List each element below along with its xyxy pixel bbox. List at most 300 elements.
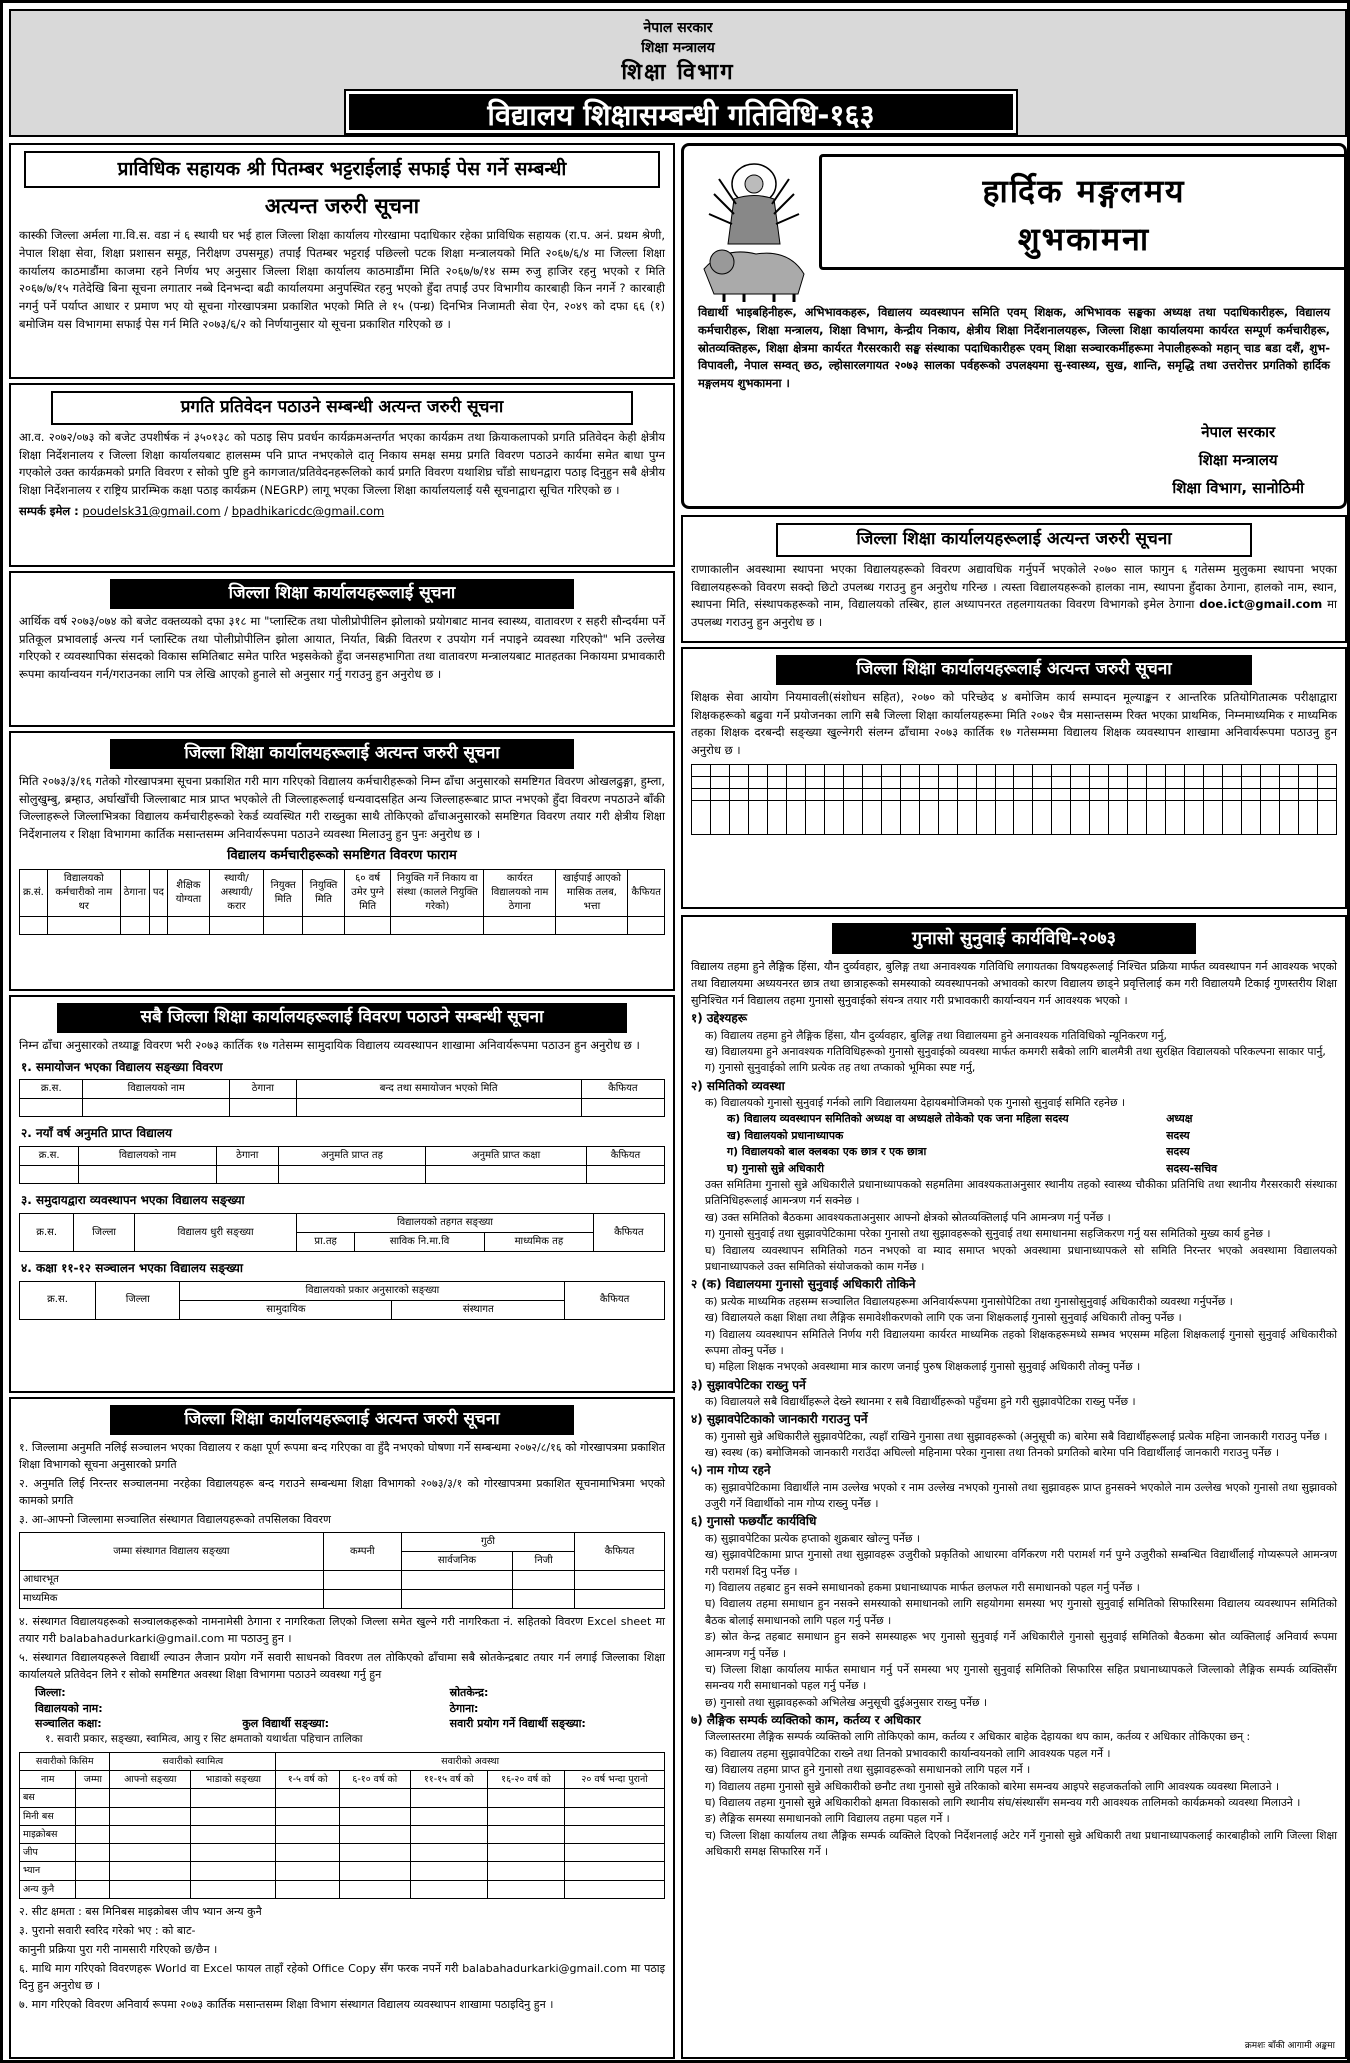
- table-cell: [1204, 801, 1223, 835]
- table-cell: [191, 1862, 276, 1880]
- notice-school-stats: [9, 995, 675, 1393]
- table-row: [20, 1590, 665, 1609]
- row-label: भ्यान: [20, 1862, 76, 1880]
- table-cell: [110, 1807, 191, 1825]
- section-item: ख) उक्त समितिको बैठकमा आवश्यकताअनुसार आफ्नो क्षेत्रको स्रोतव्यक्तिलाई पनि आमन्त्रण गर्नु पर्नेछ ।: [705, 1210, 1111, 1224]
- contact-email-1[interactable]: poudelsk31@gmail.com: [82, 504, 221, 519]
- table-cell: [191, 1789, 276, 1807]
- table-cell: [995, 777, 1014, 789]
- notice-teacher-vacancy: [681, 647, 1347, 909]
- greeting-line-2: शुभकामना: [1017, 220, 1151, 258]
- table-cell: [410, 1807, 487, 1825]
- col-subheader: भाडाको सङ्ख्या: [191, 1770, 276, 1788]
- member-position: सदस्य: [1166, 1128, 1190, 1142]
- committee-member-row: [691, 1128, 1337, 1144]
- table-cell: [1147, 765, 1166, 777]
- continued-note: क्रमशः बाँकी आगामी अङ्कमा: [1244, 2041, 1335, 2052]
- form-label-school-name: विद्यालयको नाम:: [35, 1701, 103, 1715]
- table-cell: [805, 765, 824, 777]
- section-item: ख) विद्यालयले कक्षा शिक्षा तथा लैङ्गिक समावेशीकरणको लागि एक जना शिक्षकलाई गुनासो सुनुवाई अधिकारी तोक्नु पर्नेछ ।: [705, 1311, 1182, 1325]
- table-1-title: १. समायोजन भएका विद्यालय सङ्ख्या विवरण: [21, 1059, 223, 1074]
- table-cell: [919, 801, 938, 835]
- table-cell: [1052, 801, 1071, 835]
- table-cell: [692, 765, 711, 777]
- col-header: कैफियत: [628, 870, 665, 917]
- table-cell: [995, 801, 1014, 835]
- masthead-title: विद्यालय शिक्षासम्बन्धी गतिविधि-१६३: [346, 91, 1016, 133]
- col-subheader: सार्वजनिक: [401, 1552, 512, 1571]
- col-header: ठेगाना: [216, 1147, 278, 1166]
- section-item: ख) विद्यालय तहमा प्राप्त हुने गुनासो तथा सुझावहरूको समाधानको लागि पहल गर्ने ।: [705, 1763, 1031, 1777]
- section-item: ग) विद्यालय तहबाट हुन सक्ने समाधानको हकमा प्रधानाध्यापक मार्फत छलफल गरी समाधानको पहल गर्नु पर्नेछ ।: [705, 1580, 1140, 1594]
- table-cell: [1128, 801, 1147, 835]
- table-header-row: [20, 1533, 665, 1552]
- table-cell: [710, 777, 729, 789]
- col-header: जिल्ला: [74, 1214, 134, 1252]
- col-subheader: ६-१० वर्ष को: [340, 1770, 411, 1788]
- table-4-title: ४. कक्षा ११-१२ सञ्चालन भएका विद्यालय सङ्ख्या: [21, 1261, 243, 1275]
- table-cell: [1014, 789, 1033, 801]
- table-cell: [1317, 789, 1336, 801]
- table-cell: [786, 801, 805, 835]
- table-cell: [710, 765, 729, 777]
- greeting-line-1: हार्दिक मङ्गलमय: [982, 172, 1186, 210]
- table-cell: [843, 777, 862, 789]
- greeting-body: विद्यार्थी भाइबहिनीहरू, अभिभावकहरू, विद्यालय व्यवस्थापन समिति एवम् शिक्षक, अभिभावक सङ्घका अध्यक्ष तथा पदाधिकारीहरू, विद्यालय कर्मचारीहरू, शिक्षा मन्त्रालय, शिक्षा विभाग, केन्द्रीय निकाय, क्षेत्रीय शिक्षा निर्देशनालयहरू, जिल्ला शिक्षा कार्यालयमा कार्यरत सम्पूर्ण कर्मचारीहरू, स्रोतव्यक्तिहरू, शिक्षा क्षेत्रमा कार्यरत गैरसरकारी सङ्घ संस्थाका पदाधिकारीहरू एवम् शिक्षा सञ्चारकर्मीहरूमा नेपालीहरूको महान् चाड बडा दशैं, शुभ-विपावली, नेपाल सम्वत् छठ, ल्होसारलगायत २०७३ सालका पर्वहरूको उपलक्ष्यमा सु-स्वास्थ्य, सुख, शान्ति, समृद्धि तथा उत्तरोत्तर प्रगतिको हार्दिक मङ्गलमय शुभकामना ।: [698, 305, 1330, 391]
- table-cell: [729, 801, 748, 835]
- list-item: कानुनी प्रक्रिया पुरा गरी नामसारी गरिएको छ/छैन ।: [19, 1943, 218, 1957]
- table-cell: [76, 1807, 110, 1825]
- section-heading: ३) सुझावपेटिका राख्नु पर्ने: [691, 1377, 806, 1392]
- table-cell: [957, 777, 976, 789]
- col-header: बन्द तथा समायोजन भएको मिति: [296, 1080, 581, 1099]
- table-cell: [1090, 801, 1109, 835]
- section-heading: २ (क) विद्यालयमा गुनासो सुनुवाई अधिकारी तोकिने: [691, 1277, 916, 1292]
- table-cell: [900, 777, 919, 789]
- table-cell: [487, 1880, 564, 1898]
- table-cell: [1223, 777, 1242, 789]
- section-item: ख) स्वस्थ (क) बमोजिमको जानकारी गराउँदा अघिल्लो महिनामा परेका गुनासा तथा तिनको प्रगतिको बारेमा पनि विद्यार्थीलाई जानकारी गराउनु पर्नेछ ।: [705, 1446, 1279, 1460]
- table-cell: [729, 777, 748, 789]
- col-header: सवारीको किसिम: [20, 1752, 110, 1770]
- table-cell: [410, 1825, 487, 1843]
- table-cell: [748, 789, 767, 801]
- col-header: विद्यालयको नाम: [83, 1080, 230, 1099]
- table-cell: [1071, 765, 1090, 777]
- table-cell: [900, 789, 919, 801]
- table-cell: [881, 789, 900, 801]
- table-cell: [976, 789, 995, 801]
- col-header: पद: [149, 870, 167, 917]
- col-header: ६० वर्ष उमेर पुग्ने मिति: [344, 870, 391, 917]
- table-cell: [1166, 789, 1185, 801]
- table-cell: [1185, 789, 1204, 801]
- table-cell: [843, 789, 862, 801]
- table-cell: [565, 1807, 665, 1825]
- col-header: विद्यालय धुरी सङ्ख्या: [134, 1214, 297, 1252]
- table-cell: [1014, 801, 1033, 835]
- table-cell: [340, 1880, 411, 1898]
- list-item: ३. आ-आफ्नो जिल्लामा सञ्चालित संस्थागत विद्यालयहरूको तपसिलका विवरण: [19, 1512, 331, 1526]
- table-cell: [340, 1807, 411, 1825]
- table-cell: [919, 789, 938, 801]
- table-cell: [487, 1862, 564, 1880]
- notice-title: जिल्ला शिक्षा कार्यालयहरूलाई अत्यन्त जरुरी सूचना: [776, 655, 1253, 685]
- table-cell: [1166, 765, 1185, 777]
- masthead-gov: नेपाल सरकार: [643, 20, 713, 36]
- table-cell: [410, 1862, 487, 1880]
- table-cell: [692, 789, 711, 801]
- table-cell: [938, 801, 957, 835]
- col-header: शैक्षिक योग्यता: [167, 870, 209, 917]
- table-cell: [1317, 777, 1336, 789]
- list-item: ४. संस्थागत विद्यालयहरूको सञ्चालकहरूको नामनामेसी ठेगाना र नागरिकता लिएको जिल्ला समेत खुल्ने गरी नागरिकता नं. सहितको विवरण Excel sheet मा तयार गरी balabahadurkarki@gmail.com मा पठाउनु हुन ।: [19, 1615, 665, 1646]
- col-header: जिल्ला: [96, 1281, 180, 1319]
- col-subheader: संस्थागत: [392, 1300, 565, 1319]
- table-cell: [862, 765, 881, 777]
- greeting-signature: [1172, 418, 1304, 502]
- table-cell: [957, 765, 976, 777]
- section-item: घ) विद्यालय तहमा समाधान हुन नसक्ने समस्याको समाधानको लागि सहयोगमा समस्या भए गुनासो सुनुवाई समितिको सिफारिसमा विद्यालय व्यवस्थापन समितिको बैठक बोलाई समाधानको लागि पहल गर्नु पर्नेछ ।: [705, 1597, 1337, 1627]
- table-cell: [110, 1825, 191, 1843]
- table-cell: [410, 1844, 487, 1862]
- grade-11-12-table: [19, 1281, 665, 1320]
- col-header: क्र.स.: [20, 1214, 74, 1252]
- table-cell: [1071, 801, 1090, 835]
- notice-body-text: राणाकालीन अवस्थामा स्थापना भएका विद्यालयहरूको विवरण अद्यावधिक गर्नुपर्ने भएकोले २०७० साल फागुन ६ गतेसम्म मुलुकमा स्थापना भएका विद्यालयहरूको विवरण सक्दो छिटो उपलब्ध गराउनु हुन अनुरोध गरिन्छ । त्यस्ता विद्यालयहरूको हालका नाम, स्थापना हुँदाका ठेगाना, हालको नाम, स्थान, स्थापना मिति, संस्थापकहरूको नाम, विद्यालयको तस्बिर, हाल अध्यापनरत तहलगायतका विवरण विभागको इमेल ठेगाना: [691, 561, 1337, 612]
- table-cell: [110, 1789, 191, 1807]
- col-header: कार्यरत विद्यालयको नाम ठेगाना: [484, 870, 556, 917]
- table-cell: [748, 777, 767, 789]
- notice-staff-details: [9, 731, 675, 991]
- table-cell: [1033, 789, 1052, 801]
- table-cell: [1128, 765, 1147, 777]
- table-cell: [824, 777, 843, 789]
- notice-body: कास्की जिल्ला अर्मला गा.वि.स. वडा नं ६ स्थायी घर भई हाल जिल्ला शिक्षा कार्यालय गोरखामा पदाधिकार रहेका प्राविधिक सहायक (रा.प. अनं. प्रथम श्रेणी, नेपाल शिक्षा सेवा, शिक्षा प्रशासन समूह, निरीक्षण उपसमूह) तपाईं पितम्बर भट्टराई पछिल्लो पटक शिक्षा मन्त्रालयको मिति २०६७/६/४ मा जिल्ला शिक्षा कार्यालय काठमाडौंमा काजमा रहने निर्णय भए अनुसार जिल्ला शिक्षा कार्यालय काठमाडौंमा मिति २०६७/७/१४ सम्म रुजु हाजिर रहनु भएको र मिति २०६७/७/१५ गतेदेखि बिना सूचना लगातार नब्बे दिनभन्दा बढी कार्यालयमा अनुपस्थित रहनु भएको हुँदा तपाईं उपर विभागीय कारबाही किन नगर्ने ? कारबाही नगर्नु पर्ने पर्याप्त आधार र प्रमाण भए यो सूचना गोरखापत्रमा प्रकाशित भएको मिति ले १५ (पन्ध्र) दिनभित्र निजामती सेवा ऐन, २०४९ को दफा ६६ (१) बमोजिम यस विभागमा सफाई पेस गर्न मिति २०७३/६/२ को निर्णयानुसार यो सूचना प्रकाशित गरिएको छ ।: [19, 227, 665, 332]
- notice-body: [683, 561, 1345, 632]
- community-schools-table: [19, 1213, 665, 1252]
- table-cell: [1166, 801, 1185, 835]
- table-cell: [1223, 801, 1242, 835]
- row-label: आधारभूत: [20, 1571, 324, 1590]
- table-cell: [805, 777, 824, 789]
- member-role: क) विद्यालय व्यवस्थापन समितिको अध्यक्ष वा अध्यक्षले तोकेको एक जना महिला सदस्य: [727, 1112, 1069, 1126]
- table-cell: [110, 1844, 191, 1862]
- table-cell: [110, 1880, 191, 1898]
- list-item: २. अनुमति लिई निरन्तर सञ्चालनमा नरहेका विद्यालयहरू बन्द गराउने सम्बन्धमा शिक्षा विभागको २०७३/३/१ को गोरखापत्रमा प्रकाशित सूचनामाभित्रमा भएको कामको प्रगति: [19, 1476, 665, 1507]
- col-header: गुठी: [401, 1533, 574, 1552]
- form-label-classes: सञ्चालित कक्षा:: [35, 1717, 102, 1730]
- table-cell: [1299, 765, 1318, 777]
- table-cell: [1242, 765, 1261, 777]
- section-item: घ) विद्यालय व्यवस्थापन समितिको गठन नभएको वा म्याद समाप्त भएको अवस्थामा प्रधानाध्यापकले सो समिति निरन्तर भएको अवस्थामा विद्यालयको प्रधानाध्यापकले उक्त समितिको संयोजकको काम गर्नेछ ।: [705, 1243, 1337, 1274]
- notice-subtitle: अत्यन्त जरुरी सूचना: [264, 193, 420, 218]
- table-cell: [748, 765, 767, 777]
- section-item: च) जिल्ला शिक्षा कार्यालय तथा लैङ्गिक सम्पर्क व्यक्तिले दिएको निर्देशनलाई अटेर गर्ने गुनासो सुन्ने अधिकारी तथा प्रधानाध्यापकलाई कारबाहीको लागि जिल्ला शिक्षा अधिकारी समक्ष सिफारिस गर्ने ।: [705, 1828, 1337, 1859]
- table-2-title: २. नयाँ वर्ष अनुमति प्राप्त विद्यालय: [21, 1126, 172, 1141]
- table-row: [20, 1789, 665, 1807]
- col-header: ठेगाना: [120, 870, 149, 917]
- row-label: बस: [20, 1789, 76, 1807]
- table-cell: [767, 801, 786, 835]
- section-item: क) सुझावपेटिका प्रत्येक हप्ताको शुक्रबार खोल्नु पर्नेछ ।: [705, 1531, 920, 1545]
- col-header: कम्पनी: [323, 1533, 401, 1571]
- table-header-row: [20, 1752, 665, 1770]
- section-item: छ) गुनासो तथा सुझावहरूको अभिलेख अनुसूची दुईअनुसार राख्नु पर्नेछ ।: [705, 1695, 988, 1709]
- member-role: ख) विद्यालयको प्रधानाध्यापक: [727, 1128, 844, 1142]
- vehicle-note: १. सवारी प्रकार, सङ्ख्या, स्वामित्व, आयु र सिट क्षमताको यथार्थता पहिचान तालिका: [45, 1733, 363, 1746]
- table-cell: [1109, 801, 1128, 835]
- table-cell: [276, 1807, 340, 1825]
- table-cell: [1299, 777, 1318, 789]
- col-subheader: सामुदायिक: [180, 1300, 392, 1319]
- table-cell: [729, 789, 748, 801]
- table-cell: [824, 801, 843, 835]
- table-cell: [1185, 777, 1204, 789]
- table-cell: [1090, 789, 1109, 801]
- table-cell: [1242, 789, 1261, 801]
- table-cell: [843, 765, 862, 777]
- table-cell: [1090, 765, 1109, 777]
- table-cell: [410, 1789, 487, 1807]
- section-item: ग) गुनासो सुनुवाई तथा सुझावपेटिकामा परेका गुनासो तथा सुझावहरूको सुनुवाई तथा समाधानमा सहजिकरण गर्नु यस समितिको मुख्य कार्य हुनेछ ।: [705, 1227, 1271, 1241]
- table-header-row: [20, 1281, 665, 1300]
- col-header: ठेगाना: [230, 1080, 297, 1099]
- teacher-vacancy-table: [691, 764, 1337, 835]
- table-cell: [900, 801, 919, 835]
- contact-email[interactable]: doe.ict@gmail.com: [1199, 597, 1323, 612]
- col-subheader: निजी: [513, 1552, 575, 1571]
- form-label-district: जिल्ला:: [35, 1686, 66, 1700]
- section-item: क) गुनासो सुन्ने अधिकारीले सुझावपेटिका, त्यहाँ राखिने गुनासा तथा सुझावहरूको (अनुसूची क) बारेमा सबै विद्यार्थीहरूलाई प्रत्येक महिना जानकारी गराउनु पर्नेछ ।: [705, 1429, 1328, 1443]
- notice-progress-report: [9, 383, 675, 567]
- masthead-ministry: शिक्षा मन्त्रालय: [641, 39, 715, 56]
- col-subheader: १६-२० वर्ष को: [487, 1770, 564, 1788]
- table-cell: [1033, 777, 1052, 789]
- col-header: विद्यालयको कर्मचारीको नाम थर: [47, 870, 120, 917]
- table-cell: [1033, 801, 1052, 835]
- vehicle-rows: [20, 1789, 665, 1899]
- table-row: [692, 801, 1337, 835]
- notice-institutional-schools: [9, 1397, 675, 2059]
- section-item: ग) विद्यालय तहमा गुनासो सुन्ने अधिकारीको छनौट तथा गुनासो सुन्ने तरिकाको बारेमा समन्वय आइपरे सहजकर्ताको लागि आवश्यक व्यवस्था मिलाउने ।: [705, 1779, 1280, 1793]
- table-cell: [862, 801, 881, 835]
- col-header: क्र.स.: [20, 1281, 96, 1319]
- table-cell: [1052, 789, 1071, 801]
- table-cell: [76, 1862, 110, 1880]
- col-header: अनुमति प्राप्त कक्षा: [426, 1147, 587, 1166]
- row-label: माध्यमिक: [20, 1590, 324, 1609]
- section-item: घ) विद्यालय तहमा गुनासो सुन्ने अधिकारीको क्षमता विकासको लागि स्थानीय संघ/संस्थासँग समन्वय गरी आवश्यक तालिमको कार्यक्रमको व्यवस्था मिलाउने ।: [705, 1796, 1301, 1810]
- greeting-box: [681, 143, 1347, 509]
- list-item: १. जिल्लामा अनुमति नलिई सञ्चालन भएका विद्यालय र कक्षा पूर्ण रूपमा बन्द गरिएका वा हुँदै नभएको घोषणा गर्ने सम्बन्धमा २०७२/८/१६ को गोरखापत्रमा प्रकाशित शिक्षा विभागको सूचना अनुसारको प्रगति: [19, 1440, 665, 1471]
- contact-email-sep: /: [224, 504, 229, 519]
- col-subheader: ११-१५ वर्ष को: [410, 1770, 487, 1788]
- table-cell: [191, 1825, 276, 1843]
- section-item: घ) महिला शिक्षक नभएको अवस्थामा मात्र कारण जनाई पुरुष शिक्षकलाई गुनासो सुनुवाई अधिकारी तोक्नु पर्नेछ ।: [705, 1360, 1141, 1374]
- table-cell: [748, 801, 767, 835]
- section-item: क) विद्यालय तहमा हुने लैङ्गिक हिंसा, यौन दुर्व्यवहार, बुलिङ्ग तथा विद्यालयमा हुने अनावश्यक गतिविधिको न्यूनिकरण गर्नु,: [705, 1028, 1167, 1042]
- sig-ministry: शिक्षा मन्त्रालय: [1198, 451, 1278, 469]
- table-cell: [1299, 801, 1318, 835]
- member-role: ग) विद्यालयको बाल क्लबका एक छात्र र एक छात्रा: [727, 1145, 927, 1159]
- col-subheader: १-५ वर्ष को: [276, 1770, 340, 1788]
- notice-items: [11, 1439, 673, 1528]
- col-header: विद्यालयको नाम: [79, 1147, 216, 1166]
- notice-title: गुनासो सुनुवाई कार्यविधि-२०७३: [832, 923, 1196, 954]
- masthead-dept: शिक्षा विभाग: [621, 60, 735, 86]
- col-subheader: आफ्नो सङ्ख्या: [110, 1770, 191, 1788]
- col-header: नियुक्ति गर्ने निकाय वा संस्था (कालले नियुक्ति गरेको): [391, 870, 484, 917]
- table-cell: [767, 777, 786, 789]
- table-cell: [919, 777, 938, 789]
- notice-body: मिति २०७३/३/१६ गतेको गोरखापत्रमा सूचना प्रकाशित गरी माग गरिएको विद्यालय कर्मचारीहरूको निम्न ढाँचा अनुसारको समष्टिगत विवरण ओखलढुङ्गा, हुम्ला, सोलुखुम्बु, ब्रम्हाउ, अर्घाखाँची जिल्लाबाट मात्र प्राप्त भएकोले ती जिल्लाहरूलाई धन्यवादसहित अन्य जिल्लाहरूबाट प्राप्त नभएको हुँदा विवरण नपठाउने बाँकी जिल्लाहरूले जिल्लाभित्रका विद्यालय कर्मचारीहरूको रेकर्ड व्यवस्थित गरी राख्नुका साथै तोकिएको ढाँचाअनुसारको समष्टिगत विवरण तयार गरी क्षेत्रीय शिक्षा निर्देशनालय र शिक्षा विभागमा कार्तिक मसान्तसम्म अनिवार्यरूपमा पठाउने व्यवस्था मिलाउनु हुन पुनः अनुरोध छ ।: [19, 773, 665, 842]
- col-header: सवारीको स्वामित्व: [110, 1752, 276, 1770]
- table-cell: [843, 801, 862, 835]
- table-row: [20, 1099, 665, 1117]
- section-heading: २) समितिको व्यवस्था: [691, 1078, 785, 1093]
- section-heading: ६) गुनासो फछर्यौट कार्यविधि: [691, 1514, 817, 1529]
- table-cell: [938, 765, 957, 777]
- table-cell: [1185, 765, 1204, 777]
- table-cell: [767, 789, 786, 801]
- table-cell: [1242, 801, 1261, 835]
- table-cell: [1280, 801, 1299, 835]
- committee-member-row: [691, 1144, 1337, 1160]
- table-row: [20, 1844, 665, 1862]
- notice-body: निम्न ढाँचा अनुसारको तथ्याङ्क विवरण भरी २०७३ कार्तिक १७ गतेसम्म सामुदायिक विद्यालय व्यवस्थापन शाखामा अनिवार्यरूपमा पठाउन हुन अनुरोध छ ।: [19, 1037, 640, 1052]
- section-heading: ४) सुझावपेटिकाको जानकारी गराउनु पर्ने: [691, 1412, 868, 1427]
- col-header: कैफियत: [587, 1147, 665, 1166]
- notice-clarification: [9, 143, 675, 379]
- notice-title: जिल्ला शिक्षा कार्यालयहरूलाई सूचना: [110, 579, 573, 609]
- section-item: क) विद्यालयले सबै विद्यार्थीहरूले देख्ने स्थानमा र सबै विद्यार्थीहरूको पहुँचमा हुने गरी सुझावपेटिका राख्नु पर्नेछ ।: [705, 1394, 1136, 1408]
- col-subheader: प्रा.तह: [297, 1233, 355, 1252]
- section-item: ग) विद्यालय व्यवस्थापन समितिले निर्णय गरी विद्यालयमा कार्यरत माध्यमिक तहको शिक्षकहरूमध्ये सम्भव भएसम्म महिला शिक्षकलाई गुनासो सुनुवाई अधिकारीको रूपमा तोक्नु पर्नेछ ।: [705, 1327, 1337, 1357]
- masthead: [9, 9, 1347, 137]
- institutional-schools-table: [19, 1532, 665, 1609]
- table-cell: [565, 1825, 665, 1843]
- notice-rana-era-schools: [681, 515, 1347, 643]
- notice-body-tail: मा उपलब्ध गराउनु हुन अनुरोध छ ।: [691, 597, 1338, 630]
- table-cell: [710, 789, 729, 801]
- form-label-vehicle-students: सवारी प्रयोग गर्ने विद्यार्थी सङ्ख्या:: [449, 1717, 586, 1730]
- table-cell: [1014, 765, 1033, 777]
- table-cell: [276, 1844, 340, 1862]
- table-cell: [805, 789, 824, 801]
- table-row: [692, 765, 1337, 777]
- col-header: खाईपाई आएको मासिक तलब, भत्ता: [556, 870, 628, 917]
- table-cell: [1280, 789, 1299, 801]
- notice-title: जिल्ला शिक्षा कार्यालयहरूलाई अत्यन्त जरुरी सूचना: [776, 523, 1253, 557]
- table-cell: [276, 1789, 340, 1807]
- list-item: ३. पुरानो सवारी स्वरिद गरेको भए : को बाट-: [19, 1924, 196, 1938]
- merged-schools-table: [19, 1079, 665, 1117]
- table-cell: [1109, 765, 1128, 777]
- notice-title: सबै जिल्ला शिक्षा कार्यालयहरूलाई विवरण पठाउने सम्बन्धी सूचना: [57, 1003, 626, 1033]
- member-position: सदस्य: [1166, 1145, 1190, 1159]
- table-cell: [1052, 765, 1071, 777]
- table-cell: [1071, 789, 1090, 801]
- section-heading: ७) लैङ्गिक सम्पर्क व्यक्तिको काम, कर्तव्य र अधिकार: [691, 1713, 921, 1728]
- table-row: [692, 777, 1337, 789]
- table-cell: [1147, 777, 1166, 789]
- col-header: सवारीको अवस्था: [276, 1752, 665, 1770]
- contact-email-2[interactable]: bpadhikaricdc@gmail.com: [231, 504, 385, 519]
- sig-dept: शिक्षा विभाग, सानोठिमी: [1172, 479, 1304, 497]
- table-cell: [1071, 777, 1090, 789]
- section-item: क) प्रत्येक माध्यमिक तहसम्म सञ्चालित विद्यालयहरूमा अनिवार्यरूपमा गुनासोपेटिका तथा गुनासोसुनुवाई अधिकारीको व्यवस्था गर्नुपर्नेछ ।: [705, 1294, 1233, 1308]
- table-cell: [1261, 777, 1280, 789]
- grievance-sections: [683, 1009, 1345, 1860]
- form-label-resource-center: स्रोतकेन्द्र:: [449, 1686, 489, 1700]
- table-cell: [938, 789, 957, 801]
- table-cell: [1223, 789, 1242, 801]
- table-cell: [1185, 801, 1204, 835]
- form-label-total-students: कुल विद्यार्थी सङ्ख्या:: [242, 1717, 330, 1730]
- vehicle-table: [19, 1752, 665, 1899]
- table-cell: [565, 1844, 665, 1862]
- member-role: घ) गुनासो सुन्ने अधिकारी: [727, 1161, 824, 1175]
- row-label: मिनी बस: [20, 1807, 76, 1825]
- table-cell: [1261, 789, 1280, 801]
- col-header: कैफियत: [581, 1080, 664, 1099]
- member-position: अध्यक्ष: [1166, 1112, 1193, 1126]
- table-cell: [881, 801, 900, 835]
- table-cell: [938, 777, 957, 789]
- member-position: सदस्य-सचिव: [1166, 1161, 1218, 1175]
- notice-title: प्रगति प्रतिवेदन पठाउने सम्बन्धी अत्यन्त जरुरी सूचना: [51, 391, 634, 425]
- table-cell: [957, 789, 976, 801]
- table-subheader-row: [20, 1770, 665, 1788]
- section-item: ग) गुनासो सुनुवाईको लागि प्रत्येक तह तथा तप्काको भूमिका स्पष्ट गर्नु,: [705, 1061, 976, 1075]
- table-cell: [995, 789, 1014, 801]
- table-cell: [1261, 765, 1280, 777]
- form-label-address: ठेगाना:: [449, 1701, 479, 1715]
- table-row: [20, 1880, 665, 1898]
- table-cell: [1090, 777, 1109, 789]
- table-cell: [340, 1862, 411, 1880]
- table-cell: [340, 1825, 411, 1843]
- col-header: जम्मा संस्थागत विद्यालय सङ्ख्या: [20, 1533, 324, 1571]
- col-header: क्र.स.: [20, 1080, 83, 1099]
- table-header-row: [20, 1147, 665, 1166]
- vehicle-form-fields: [11, 1685, 673, 1731]
- table-cell: [191, 1880, 276, 1898]
- row-label: माइक्रोबस: [20, 1825, 76, 1843]
- col-header: क्र.सं.: [20, 870, 48, 917]
- list-item: २. सीट क्षमता : बस मिनिबस माइक्रोबस जीप भ्यान अन्य कुनै: [19, 1905, 262, 1919]
- table-cell: [76, 1880, 110, 1898]
- table-header-row: [20, 1080, 665, 1099]
- col-subheader: साविक नि.मा.वि: [354, 1233, 484, 1252]
- section-item: क) विद्यालयको गुनासो सुनुवाई गर्नको लागि विद्यालयमा देहायबमोजिमको एक गुनासो सुनुवाई समिति रहनेछ ।: [705, 1096, 1126, 1110]
- table-cell: [900, 765, 919, 777]
- table-cell: [786, 777, 805, 789]
- row-label: जीप: [20, 1844, 76, 1862]
- section-heading: ५) नाम गोप्य रहने: [691, 1463, 771, 1478]
- table-cell: [729, 765, 748, 777]
- table-cell: [110, 1862, 191, 1880]
- table-cell: [1204, 777, 1223, 789]
- section-item: जिल्लास्तरमा लैङ्गिक सम्पर्क व्यक्तिको लागि तोकिएको काम, कर्तव्य र अधिकार बाहेक देहायका थप काम, कर्तव्य र अधिकार तोकिएका छन् :: [705, 1730, 1251, 1744]
- table-cell: [1128, 777, 1147, 789]
- table-cell: [1109, 789, 1128, 801]
- list-item: ६. माथि माग गरिएको विवरणहरू World वा Excel फायल ताहाँ रहेको Office Copy सँग फरक नपर्ने गरी balabahadurkarki@gmail.com मा पठाइ दिनु हुन अनुरोध छ ।: [19, 1962, 665, 1993]
- notice-body: आ.व. २०७२/०७३ को बजेट उपशीर्षक नं ३५०१३८ को पठाइ सिप प्रवर्धन कार्यक्रमअन्तर्गत भएका कार्यक्रम तथा क्रियाकलापको प्रगति प्रतिवेदन केही क्षेत्रीय शिक्षा निर्देशनालय र जिल्ला शिक्षा कार्यालयबाट हालसम्म पनि प्राप्त नभएकोले दातृ निकाय समक्ष समग्र प्रगति विवरण पठाउने कार्यमा समेत बाधा पुग्न गएकोले उक्त कार्यक्रमको प्रगति विवरण र सोको पुष्टि हुने कागजात/प्रतिवेदनहरूलिको कार्य प्रगति विवरण यथाशिघ्र चाँडो साधनद्वारा पठाइ दिनुहुन सबै क्षेत्रीय शिक्षा निर्देशनालय र राष्ट्रिय प्रारम्भिक कक्षा पठाइ कार्यक्रम (NEGRP) लागू भएका जिल्ला शिक्षा कार्यालयलाई यसै सूचनाद्वारा सूचित गरिएको छ ।: [19, 429, 665, 498]
- section-item: उक्त समितिमा गुनासो सुन्ने अधिकारीले प्रधानाध्यापकको सहमतिमा आवश्यकताअनुसार स्थानीय तहको स्वास्थ्य चौकीका प्रतिनिधि तथा स्थानीय गैरसरकारी संस्थाका प्रतिनिधिहरूलाई आमन्त्रण गर्न सक्नेछ ।: [705, 1178, 1337, 1208]
- table-cell: [76, 1844, 110, 1862]
